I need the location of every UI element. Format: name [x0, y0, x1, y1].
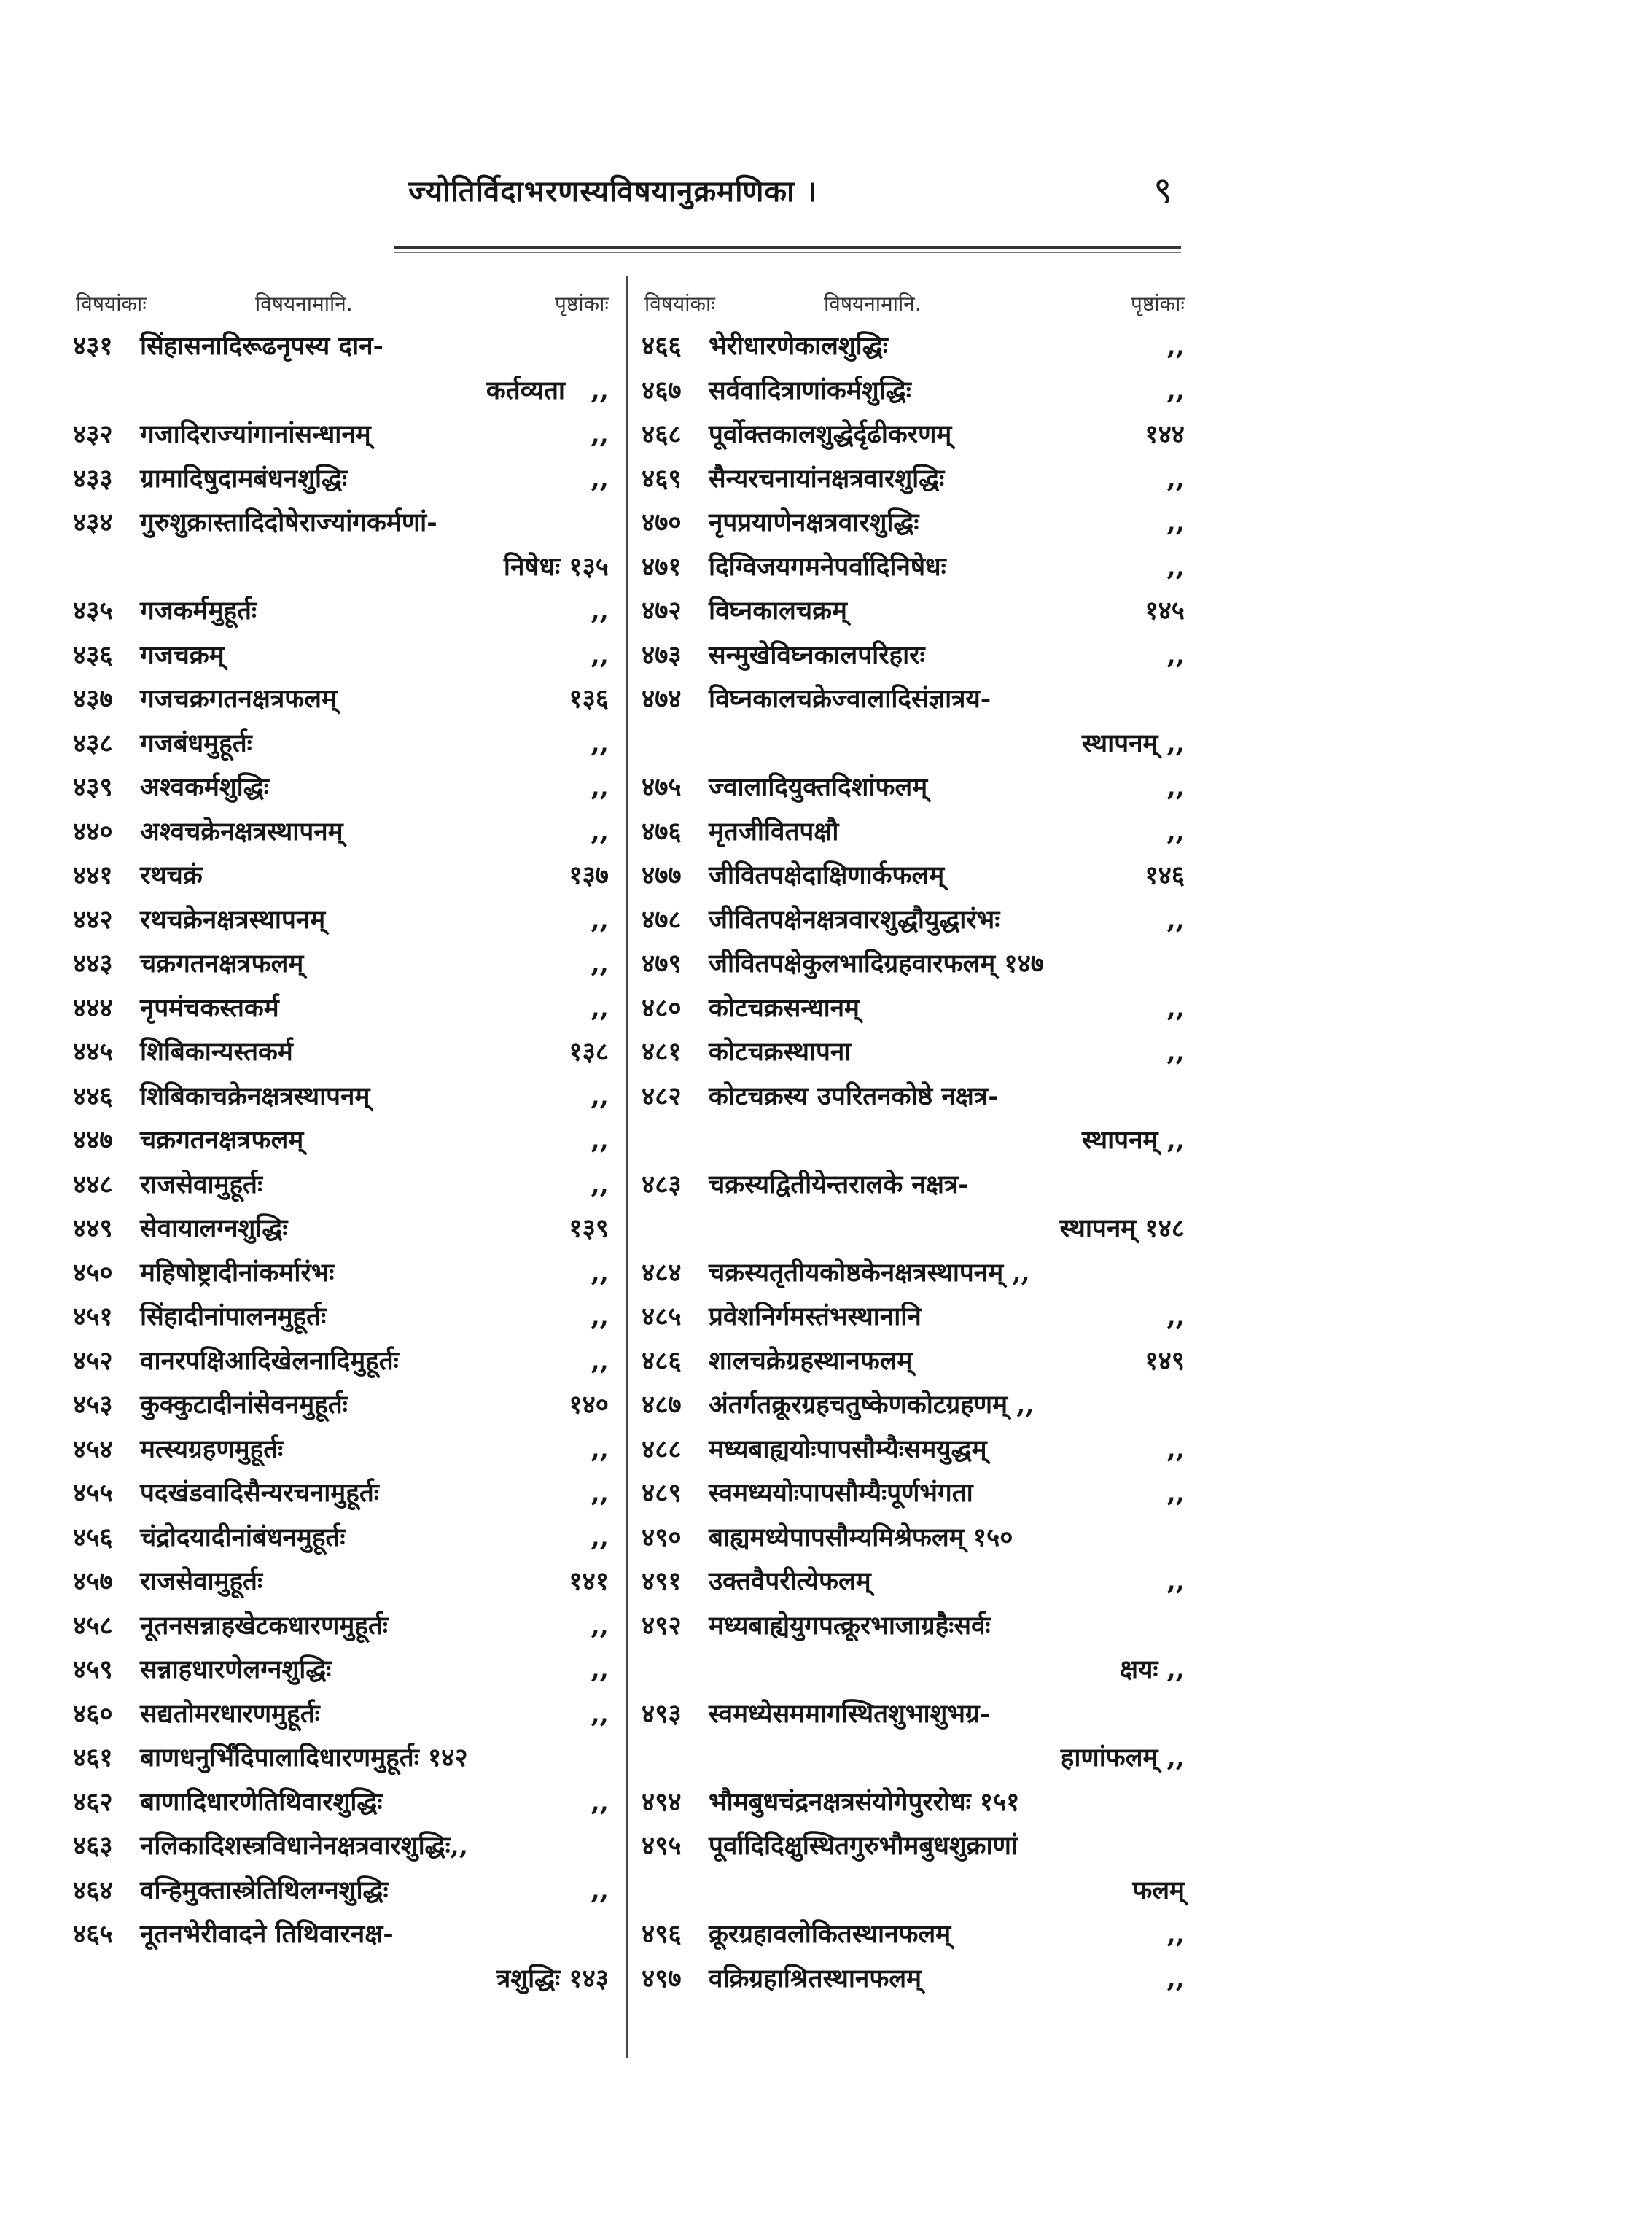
entry-title: सिंहादीनांपालनमुहूर्तः	[140, 1302, 327, 1331]
index-entry	[642, 1648, 1185, 1692]
entry-title: गजचक्रम्	[140, 639, 225, 670]
entry-number: ४८१	[642, 1037, 682, 1067]
entry-title: नूतनभेरीवादने तिथिवारनक्ष-	[140, 1919, 394, 1949]
right-column	[642, 281, 1185, 2001]
index-entry	[642, 810, 1185, 855]
entry-page: १४१	[569, 1566, 609, 1596]
entry-page: ,,	[591, 949, 609, 979]
index-entry	[642, 1339, 1185, 1384]
entry-number: ४८४	[642, 1257, 682, 1288]
entry-number: ४६५	[73, 1919, 113, 1949]
entry-number: ४७९	[642, 949, 682, 979]
index-entry	[642, 1913, 1185, 1957]
entry-number: ४५१	[73, 1302, 113, 1331]
index-entry	[73, 1869, 609, 1913]
index-entry	[73, 1163, 609, 1207]
entry-page: ,,	[1166, 992, 1185, 1023]
column-header-page: पृष्ठांकाः	[554, 292, 609, 316]
entry-page: ,,	[591, 1081, 609, 1111]
entry-number: ४९३	[642, 1698, 682, 1729]
entry-page: ,,	[1166, 1434, 1185, 1464]
entry-title: अश्वकर्मशुद्धिः	[140, 772, 269, 802]
entry-title: नृपप्रयाणेनक्षत्रवारशुद्धिः	[709, 507, 919, 537]
entry-page: ,,	[591, 1257, 609, 1288]
entry-number: ४७८	[642, 904, 682, 935]
entry-page: ,,	[591, 904, 609, 935]
entry-title: मध्यबाह्येयुगपत्क्रूरभाजाग्रहैःसर्वः	[709, 1610, 991, 1641]
entry-page: ,,	[591, 463, 609, 494]
entry-number: ४८३	[642, 1169, 682, 1199]
entry-title: राजसेवामुहूर्तः	[140, 1169, 263, 1199]
entry-title: गजकर्ममुहूर्तः	[140, 596, 257, 626]
entry-number: ४३२	[73, 419, 113, 449]
index-entry	[73, 457, 609, 502]
entry-title: स्वमध्येसममागस्थितशुभाशुभग्र-	[709, 1698, 991, 1729]
index-entry	[73, 1075, 609, 1119]
entry-number: ४४०	[73, 816, 113, 847]
entry-title: वानरपक्षिआदिखेलनादिमुहूर्तः	[140, 1345, 399, 1376]
entry-page: ,,	[1166, 507, 1185, 537]
entry-title: उक्तवैपरीत्येफलम्	[709, 1566, 871, 1596]
index-entry	[642, 1251, 1185, 1296]
header-rule	[394, 246, 1181, 249]
entry-title: पूर्वादिदिक्षुस्थितगुरुभौमबुधशुक्राणां	[709, 1831, 1018, 1861]
index-entry	[73, 722, 609, 766]
entry-continuation: कर्तव्यता	[486, 375, 565, 405]
index-entry	[73, 1957, 609, 2002]
entry-number: ४४४	[73, 992, 113, 1023]
entry-continuation: फलम्	[1132, 1875, 1185, 1905]
entry-title: शिबिकान्यस्तकर्म	[140, 1037, 293, 1067]
entry-number: ४८८	[642, 1434, 682, 1464]
entry-continuation: त्रशुद्धिः १४३	[496, 1963, 609, 1994]
entry-page: ,,	[1166, 463, 1185, 494]
entry-continuation: निषेधः १३५	[503, 551, 609, 582]
entry-number: ४५२	[73, 1345, 113, 1376]
entry-page: ,,	[1166, 816, 1185, 847]
entry-page: ,,	[591, 1345, 609, 1376]
entry-page: ,,	[591, 1610, 609, 1641]
left-index-list	[73, 324, 609, 2001]
entry-title: सन्नाहधारणेलग्नशुद्धिः	[140, 1654, 332, 1684]
index-entry	[73, 1251, 609, 1296]
entry-number: ४३९	[73, 772, 113, 802]
entry-title: भेरीधारणेकालशुद्धिः	[709, 331, 888, 361]
index-entry	[642, 1957, 1185, 2002]
entry-title: ग्रामादिषुदामबंधनशुद्धिः	[140, 463, 348, 494]
entry-page: ,,	[591, 1698, 609, 1729]
entry-number: ४८५	[642, 1302, 682, 1331]
entry-title: गजचक्रगतनक्षत्रफलम्	[140, 684, 337, 714]
entry-number: ४७५	[642, 772, 682, 802]
entry-number: ४७३	[642, 639, 682, 670]
entry-page: ,,	[591, 1302, 609, 1331]
entry-number: ४४९	[73, 1213, 113, 1243]
entry-number: ४३१	[73, 331, 113, 361]
entry-number: ४७७	[642, 860, 682, 890]
entry-number: ४४५	[73, 1037, 113, 1067]
entry-page: ,,	[591, 639, 609, 670]
entry-page: ,,	[1166, 375, 1185, 405]
index-entry	[642, 1604, 1185, 1649]
index-entry	[642, 1163, 1185, 1207]
entry-number: ४५६	[73, 1522, 113, 1552]
column-header-name: विषयनामानि.	[255, 292, 353, 316]
entry-page: ,,	[591, 375, 609, 405]
entry-number: ४४३	[73, 949, 113, 979]
column-header-number: विषयांकाः	[644, 292, 715, 316]
page-header	[0, 164, 1652, 215]
entry-page: १३९	[569, 1213, 609, 1243]
entry-number: ४९४	[642, 1786, 682, 1817]
entry-number: ४७६	[642, 816, 682, 847]
entry-number: ४९१	[642, 1566, 682, 1596]
index-entry	[642, 501, 1185, 545]
entry-number: ४७४	[642, 684, 682, 714]
entry-title: अंतर्गतक्रूरग्रहचतुष्केणकोटग्रहणम् ,,	[709, 1390, 1035, 1420]
entry-page: ,,	[591, 1434, 609, 1464]
index-entry	[73, 1824, 609, 1869]
entry-page: ,,	[591, 1169, 609, 1199]
column-divider	[626, 276, 628, 2058]
entry-title: चक्रगतनक्षत्रफलम्	[140, 949, 304, 979]
entry-number: ४९०	[642, 1522, 682, 1552]
entry-page: १४९	[1145, 1345, 1185, 1376]
entry-number: ४७०	[642, 507, 682, 537]
index-entry	[642, 545, 1185, 590]
entry-page: ,,	[591, 1125, 609, 1155]
entry-number: ४६८	[642, 419, 682, 449]
index-entry	[73, 810, 609, 855]
entry-page: ,,	[591, 596, 609, 626]
entry-number: ४४७	[73, 1125, 113, 1155]
entry-title: मृतजीवितपक्षौ	[709, 816, 839, 847]
entry-number: ४९५	[642, 1831, 682, 1861]
entry-page: ,,	[591, 728, 609, 758]
entry-title: जीवितपक्षेनक्षत्रवारशुद्धौयुद्धारंभः	[709, 904, 1000, 935]
entry-title: मत्स्यग्रहणमुहूर्तः	[140, 1434, 284, 1464]
entry-page: ,,	[1166, 1963, 1185, 1994]
page-number: ९	[1153, 169, 1172, 211]
entry-number: ४५७	[73, 1566, 113, 1596]
entry-title: भौमबुधचंद्रनक्षत्रसंयोगेपुररोधः १५१	[709, 1786, 1020, 1817]
entry-number: ४४१	[73, 860, 113, 890]
entry-title: दिग्विजयगमनेपर्वादिनिषेधः	[709, 551, 946, 582]
entry-number: ४४२	[73, 904, 113, 935]
index-entry	[73, 1207, 609, 1251]
index-entry	[73, 1471, 609, 1516]
entry-title: क्रूरग्रहावलोकितस्थानफलम्	[709, 1919, 951, 1949]
entry-page: ,,	[591, 1522, 609, 1552]
index-entry	[642, 1869, 1185, 1913]
entry-page: ,,	[1166, 1302, 1185, 1331]
index-entry	[73, 1030, 609, 1075]
entry-page: १४४	[1145, 419, 1185, 449]
entry-page: ,,	[1166, 1037, 1185, 1067]
entry-number: ४४८	[73, 1169, 113, 1199]
entry-title: महिषोष्ट्रादीनांकर्मारंभः	[140, 1257, 335, 1288]
entry-title: वन्हिमुक्तास्त्रेतिथिलग्नशुद्धिः	[140, 1875, 389, 1905]
index-entry	[642, 1207, 1185, 1251]
entry-page: ,,	[591, 1786, 609, 1817]
entry-number: ४८७	[642, 1390, 682, 1420]
entry-title: नलिकादिशस्त्रविधानेनक्षत्रवारशुद्धिः,,	[140, 1831, 469, 1861]
entry-number: ४३५	[73, 596, 113, 626]
index-entry	[73, 1339, 609, 1384]
left-column	[73, 281, 609, 2001]
entry-number: ४८९	[642, 1478, 682, 1508]
entry-title: पूर्वोक्तकालशुद्धेर्दृढीकरणम्	[709, 419, 952, 449]
index-entry	[73, 1913, 609, 1957]
entry-title: कोटचक्रसन्धानम्	[709, 992, 860, 1023]
entry-page: १३८	[569, 1037, 609, 1067]
entry-page: ,,	[591, 1654, 609, 1684]
index-entry	[73, 501, 609, 545]
entry-number: ४३८	[73, 728, 113, 758]
entry-page: ,,	[1166, 331, 1185, 361]
index-entry	[73, 677, 609, 722]
entry-number: ४७२	[642, 596, 682, 626]
entry-page: १३६	[569, 684, 609, 714]
entry-continuation: हाणांफलम् ,,	[1060, 1743, 1185, 1773]
entry-page: ,,	[1166, 1566, 1185, 1596]
entry-title: बाणादिधारणेतिथिवारशुद्धिः	[140, 1786, 383, 1817]
index-entry	[642, 369, 1185, 413]
entry-title: शिबिकाचक्रेनक्षत्रस्थापनम्	[140, 1081, 370, 1111]
index-entry	[642, 457, 1185, 502]
index-entry	[642, 1692, 1185, 1737]
entry-number: ४६१	[73, 1743, 113, 1773]
left-column-header	[73, 281, 609, 324]
index-entry	[73, 1604, 609, 1649]
index-entry	[642, 1383, 1185, 1428]
index-entry	[73, 1295, 609, 1339]
index-entry	[73, 942, 609, 987]
entry-number: ४६३	[73, 1831, 113, 1861]
entry-title: रथचक्रेनक्षत्रस्थापनम्	[140, 904, 326, 935]
page-title: ज्योतिर्विदाभरणस्यविषयानुक्रमणिका ।	[408, 174, 818, 209]
entry-page: ,,	[591, 419, 609, 449]
entry-title: चक्रगतनक्षत्रफलम्	[140, 1125, 304, 1155]
entry-page: ,,	[591, 1478, 609, 1508]
entry-title: स्वमध्ययोःपापसौम्यैःपूर्णभंगता	[709, 1478, 973, 1508]
entry-title: कुक्कुटादीनांसेवनमुहूर्तः	[140, 1390, 348, 1420]
column-header-page: पृष्ठांकाः	[1130, 292, 1185, 316]
index-entry	[73, 987, 609, 1031]
right-index-list	[642, 324, 1185, 2001]
entry-number: ४९६	[642, 1919, 682, 1949]
entry-page: ,,	[1166, 1478, 1185, 1508]
index-entry	[73, 854, 609, 898]
index-entry	[642, 854, 1185, 898]
entry-number: ४३७	[73, 684, 113, 714]
index-entry	[642, 898, 1185, 943]
entry-page: १४६	[1145, 860, 1185, 890]
entry-title: कोटचक्रस्थापना	[709, 1037, 852, 1067]
entry-page: ,,	[1166, 1919, 1185, 1949]
entry-title: शालचक्रेग्रहस्थानफलम्	[709, 1345, 913, 1376]
entry-number: ४५३	[73, 1390, 113, 1420]
index-entry	[642, 677, 1185, 722]
index-entry	[642, 1428, 1185, 1472]
entry-number: ४५९	[73, 1654, 113, 1684]
right-column-header	[642, 281, 1185, 324]
index-entry	[642, 1119, 1185, 1163]
entry-title: पदखंडवादिसैन्यरचनामुहूर्तः	[140, 1478, 379, 1508]
index-entry	[642, 634, 1185, 678]
index-entry	[73, 369, 609, 413]
index-entry	[642, 942, 1185, 987]
entry-page: ,,	[1166, 639, 1185, 670]
entry-title: जीवितपक्षेकुलभादिग्रहवारफलम् १४७	[709, 949, 1045, 979]
entry-title: विघ्नकालचक्रम्	[709, 596, 847, 626]
index-entry	[642, 589, 1185, 634]
entry-number: ४६२	[73, 1786, 113, 1817]
entry-number: ४९७	[642, 1963, 682, 1994]
index-entry	[73, 324, 609, 369]
entry-title: प्रवेशनिर्गमस्तंभस्थानानि	[709, 1302, 922, 1331]
index-entry	[642, 1075, 1185, 1119]
entry-title: चक्रस्यद्वितीयेन्तरालके नक्षत्र-	[709, 1169, 969, 1199]
index-entry	[642, 1824, 1185, 1869]
entry-number: ४६०	[73, 1698, 113, 1729]
index-entry	[73, 898, 609, 943]
index-entry	[642, 766, 1185, 810]
entry-title: मध्यबाह्ययोःपापसौम्यैःसमयुद्धम्	[709, 1434, 987, 1464]
index-entry	[73, 1119, 609, 1163]
entry-title: नृपमंचकस्तकर्म	[140, 992, 279, 1023]
entry-number: ४७१	[642, 551, 682, 582]
entry-page: ,,	[591, 1875, 609, 1905]
index-entry	[73, 589, 609, 634]
entry-continuation: स्थापनम् १४८	[1059, 1213, 1185, 1243]
entry-page: ,,	[1166, 551, 1185, 582]
entry-number: ४४६	[73, 1081, 113, 1111]
index-entry	[642, 1516, 1185, 1560]
header-rule-thin	[394, 252, 1181, 253]
index-entry	[73, 1428, 609, 1472]
entry-title: राजसेवामुहूर्तः	[140, 1566, 263, 1596]
entry-title: सर्ववादित्राणांकर्मशुद्धिः	[709, 375, 911, 405]
entry-page: ,,	[591, 992, 609, 1023]
entry-number: ४३३	[73, 463, 113, 494]
entry-title: वक्रिग्रहाश्रितस्थानफलम्	[709, 1963, 922, 1994]
column-header-name: विषयनामानि.	[824, 292, 922, 316]
entry-number: ४५०	[73, 1257, 113, 1288]
entry-title: कोटचक्रस्य उपरितनकोष्ठे नक्षत्र-	[709, 1081, 999, 1111]
entry-title: सद्यतोमरधारणमुहूर्तः	[140, 1698, 320, 1729]
index-entry	[73, 766, 609, 810]
entry-title: सैन्यरचनायांनक्षत्रवारशुद्धिः	[709, 463, 945, 494]
index-entry	[642, 1471, 1185, 1516]
entry-title: विघ्नकालचक्रेज्वालादिसंज्ञात्रय-	[709, 684, 991, 714]
entry-continuation: क्षयः ,,	[1119, 1654, 1185, 1684]
index-entry	[642, 1560, 1185, 1604]
entry-title: सन्मुखेविघ्नकालपरिहारः	[709, 639, 925, 670]
index-entry	[73, 1560, 609, 1604]
entry-page: ,,	[591, 772, 609, 802]
entry-number: ४३६	[73, 639, 113, 670]
index-entry	[73, 413, 609, 457]
index-entry	[642, 1295, 1185, 1339]
entry-title: सिंहासनादिरूढनृपस्य दान-	[140, 331, 384, 361]
index-entry	[73, 545, 609, 590]
index-entry	[73, 1516, 609, 1560]
entry-number: ४९२	[642, 1610, 682, 1641]
entry-number: ४५५	[73, 1478, 113, 1508]
entry-title: बाणधनुर्भिंदिपालादिधारणमुहूर्तः १४२	[140, 1743, 468, 1773]
entry-continuation: स्थापनम् ,,	[1081, 1125, 1185, 1155]
entry-number: ४६९	[642, 463, 682, 494]
index-entry	[73, 1648, 609, 1692]
index-entry	[642, 987, 1185, 1031]
entry-title: सेवायालग्नशुद्धिः	[140, 1213, 288, 1243]
entry-title: चक्रस्यतृतीयकोष्ठकेनक्षत्रस्थापनम् ,,	[709, 1257, 1030, 1288]
index-entry	[73, 634, 609, 678]
entry-number: ४६४	[73, 1875, 113, 1905]
entry-title: ज्वालादियुक्तदिशांफलम्	[709, 772, 928, 802]
entry-title: गजादिराज्यांगानांसन्धानम्	[140, 419, 371, 449]
entry-number: ४५४	[73, 1434, 113, 1464]
entry-title: बाह्यमध्येपापसौम्यमिश्रेफलम् १५०	[709, 1522, 1013, 1552]
index-entry	[642, 722, 1185, 766]
index-entry	[73, 1736, 609, 1781]
entry-page: १४०	[569, 1390, 609, 1420]
entry-page: ,,	[1166, 772, 1185, 802]
column-header-number: विषयांकाः	[76, 292, 147, 316]
entry-page: ,,	[1166, 904, 1185, 935]
entry-number: ४६७	[642, 375, 682, 405]
entry-number: ४८२	[642, 1081, 682, 1111]
entry-page: ,,	[591, 816, 609, 847]
entry-number: ४३४	[73, 507, 113, 537]
entry-number: ४५८	[73, 1610, 113, 1641]
entry-continuation: स्थापनम् ,,	[1081, 728, 1185, 758]
index-entry	[73, 1383, 609, 1428]
entry-number: ४८०	[642, 992, 682, 1023]
index-entry	[642, 1030, 1185, 1075]
entry-title: नूतनसन्नाहखेटकधारणमुहूर्तः	[140, 1610, 388, 1641]
index-entry	[642, 1781, 1185, 1825]
index-entry	[642, 324, 1185, 369]
entry-title: चंद्रोदयादीनांबंधनमुहूर्तः	[140, 1522, 346, 1552]
entry-number: ४६६	[642, 331, 682, 361]
entry-number: ४८६	[642, 1345, 682, 1376]
entry-title: गजबंधमुहूर्तः	[140, 728, 252, 758]
entry-page: १४५	[1145, 596, 1185, 626]
entry-title: जीवितपक्षेदाक्षिणार्कफलम्	[709, 860, 945, 890]
index-entry	[642, 1736, 1185, 1781]
entry-title: रथचक्रं	[140, 860, 203, 890]
index-entry	[642, 413, 1185, 457]
entry-title: गुरुशुक्रास्तादिदोषेराज्यांगकर्मणां-	[140, 507, 437, 537]
index-entry	[73, 1781, 609, 1825]
entry-page: १३७	[569, 860, 609, 890]
index-entry	[73, 1692, 609, 1737]
entry-title: अश्वचक्रेनक्षत्रस्थापनम्	[140, 816, 343, 847]
